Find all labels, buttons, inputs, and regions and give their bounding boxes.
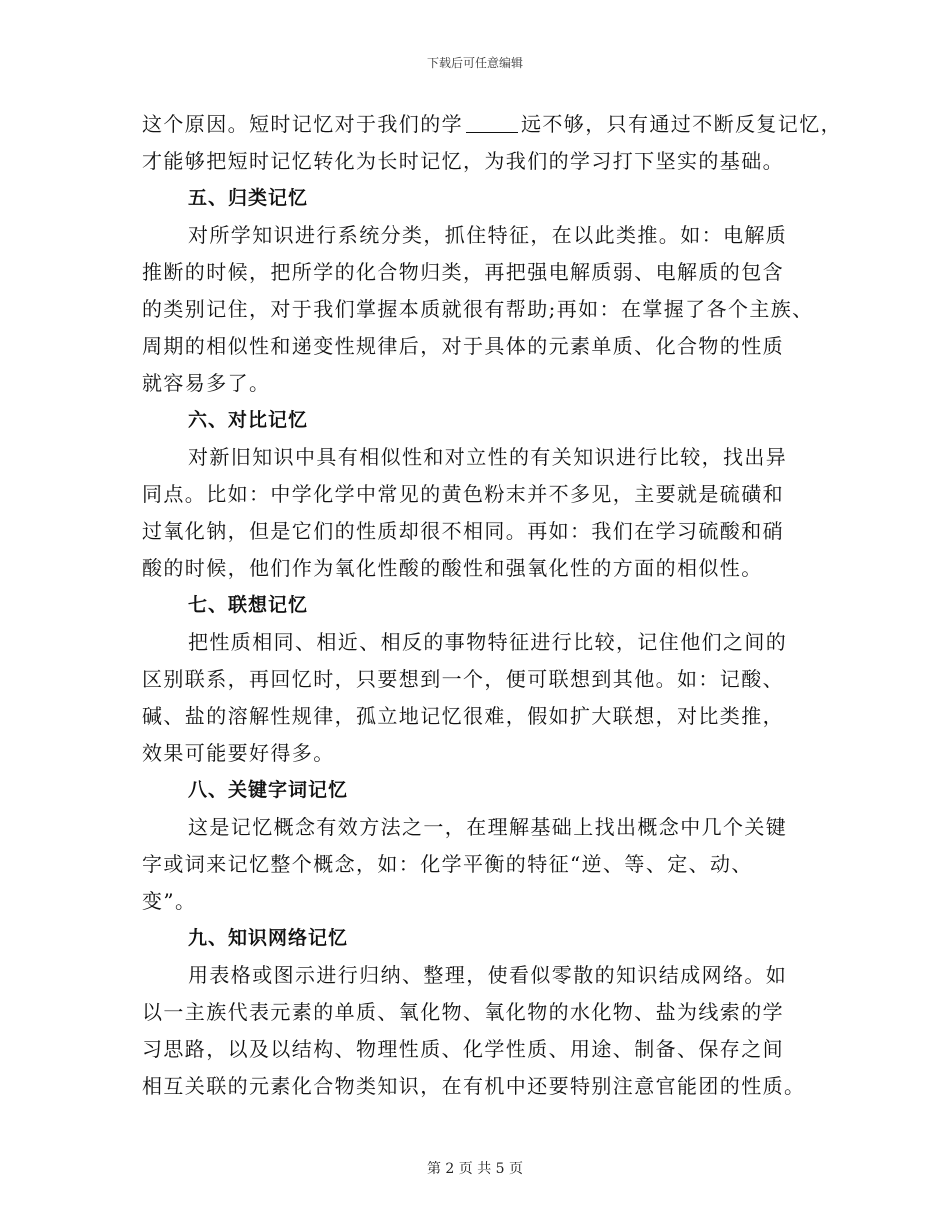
intro-line-2: 才能够把短时记忆转化为长时记忆，为我们的学习打下坚实的基础。 — [142, 149, 784, 173]
section-heading-5: 五、归类记忆 — [188, 187, 309, 209]
fill-blank — [466, 110, 518, 133]
intro-line-1-end: 远不够，只有通过不断反复记忆， — [521, 112, 842, 136]
paragraph-line: 碱、盐的溶解性规律，孤立地记忆很难，假如扩大联想，对比类推， — [142, 704, 784, 728]
paragraph-line: 变”。 — [142, 889, 197, 913]
section-heading-6: 六、对比记忆 — [188, 409, 309, 431]
paragraph-line: 习思路，以及以结构、物理性质、化学性质、用途、制备、保存之间 — [142, 1037, 784, 1061]
paragraph-line: 酸的时候，他们作为氧化性酸的酸性和强氧化性的方面的相似性。 — [142, 556, 763, 580]
paragraph-line: 用表格或图示进行归纳、整理，使看似零散的知识结成网络。如 — [188, 963, 788, 987]
paragraph-line: 同点。比如：中学化学中常见的黄色粉末并不多见，主要就是硫磺和 — [142, 482, 784, 506]
paragraph-line: 就容易多了。 — [142, 371, 271, 395]
paragraph-line: 字或词来记忆整个概念，如：化学平衡的特征“逆、等、定、动、 — [142, 852, 753, 876]
paragraph-line: 以一主族代表元素的单质、氧化物、氧化物的水化物、盐为线索的学 — [142, 1000, 784, 1024]
paragraph-line: 的类别记住，对于我们掌握本质就很有帮助;再如：在掌握了各个主族、 — [142, 297, 814, 321]
paragraph-line: 把性质相同、相近、相反的事物特征进行比较，记住他们之间的 — [188, 630, 788, 654]
paragraph-line: 效果可能要好得多。 — [142, 741, 335, 765]
section-heading-9: 九、知识网络记忆 — [188, 927, 349, 949]
page-number: 第 2 页 共 5 页 — [426, 1161, 524, 1177]
paragraph-line: 区别联系，再回忆时，只要想到一个，便可联想到其他。如：记酸、 — [142, 667, 784, 691]
page-header: 下载后可任意编辑 — [426, 56, 523, 70]
paragraph-line: 这是记忆概念有效方法之一，在理解基础上找出概念中几个关键 — [188, 815, 788, 839]
intro-line-1 — [142, 106, 842, 143]
section-heading-8: 八、关键字词记忆 — [188, 779, 349, 801]
paragraph-line: 对所学知识进行系统分类，抓住特征，在以此类推。如：电解质 — [188, 223, 788, 247]
intro-line-1-start: 这个原因。短时记忆对于我们的学 — [142, 112, 463, 136]
section-heading-7: 七、联想记忆 — [188, 594, 309, 616]
document-body — [142, 106, 842, 1105]
paragraph-line: 过氧化钠，但是它们的性质却很不相同。再如：我们在学习硫酸和硝 — [142, 519, 784, 543]
paragraph-line: 推断的时候，把所学的化合物归类，再把强电解质弱、电解质的包含 — [142, 260, 784, 284]
paragraph-line: 对新旧知识中具有相似性和对立性的有关知识进行比较，找出异 — [188, 445, 788, 469]
paragraph-line: 相互关联的元素化合物类知识，在有机中还要特别注意官能团的性质。 — [142, 1074, 806, 1098]
paragraph-line: 周期的相似性和递变性规律后，对于具体的元素单质、化合物的性质 — [142, 334, 784, 358]
